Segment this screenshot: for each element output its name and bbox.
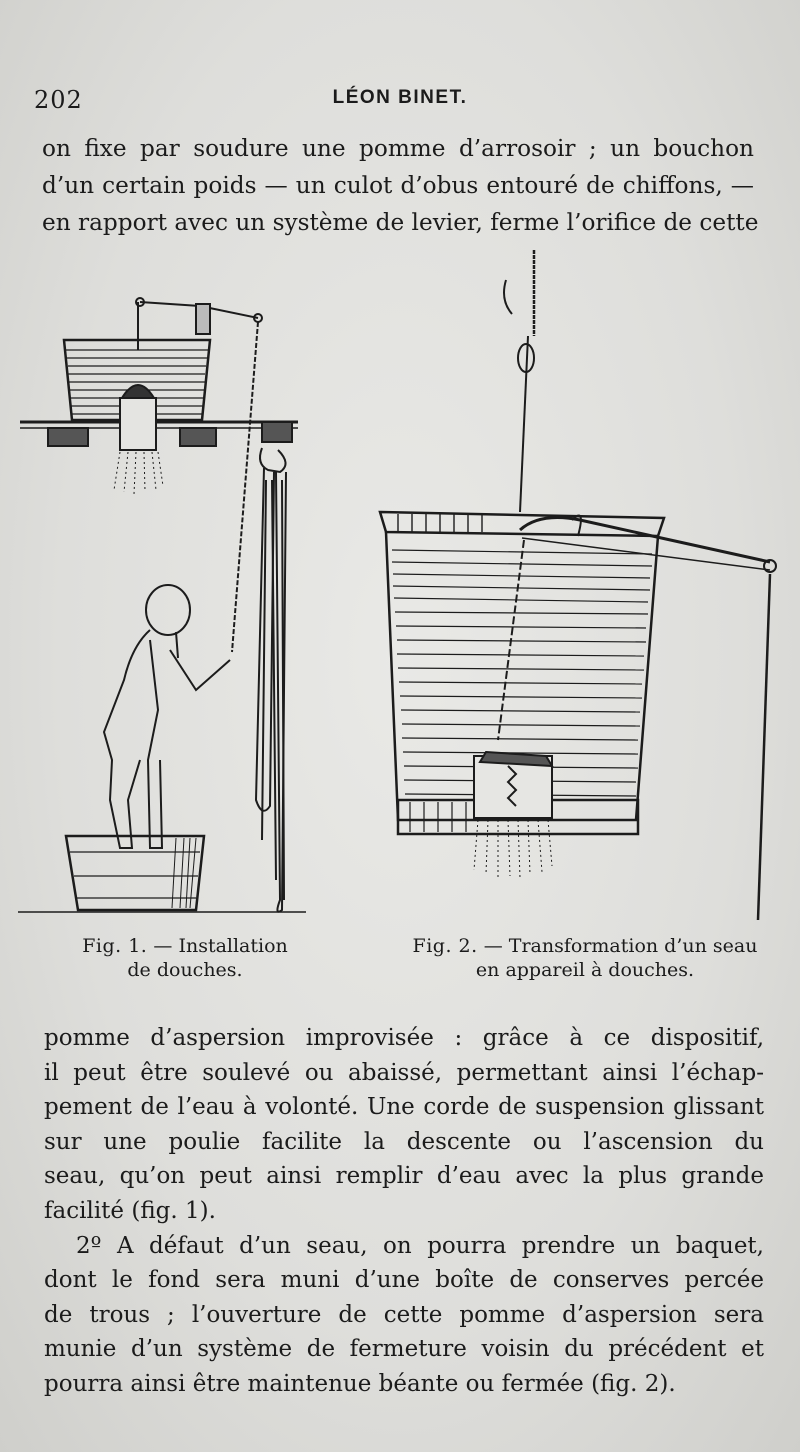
fig2-illustration bbox=[380, 250, 776, 920]
text-line: sur une poulie facilite la descente ou l’ascension du bbox=[44, 1128, 764, 1155]
text-line: on fixe par soudure une pomme d’arrosoir ; un bouchon bbox=[42, 135, 754, 162]
figure-2-caption-line2: en appareil à douches. bbox=[475, 959, 695, 981]
body-paragraphs bbox=[44, 1021, 764, 1402]
text-line: pomme d’aspersion improvisée : grâce à ce dispositif, bbox=[44, 1025, 764, 1051]
figure-1-caption-line2: de douches. bbox=[127, 959, 243, 981]
text-line: seau, qu’on peut ainsi remplir d’eau avec la plus grande bbox=[44, 1163, 764, 1190]
text-line: munie d’un système de fermeture voisin du précédent et bbox=[44, 1336, 764, 1363]
top-paragraph bbox=[42, 130, 759, 241]
figure-1-label: Fig. 1. bbox=[82, 935, 148, 957]
figure-2-caption-line1: — Transformation d’un seau bbox=[483, 935, 758, 957]
figure-illustrations bbox=[0, 240, 800, 930]
text-line: de trous ; l’ouverture de cette pomme d’aspersion sera bbox=[44, 1301, 764, 1328]
text-line: en rapport avec un système de levier, ferme l’orifice de cette bbox=[42, 209, 759, 236]
text-line: 2º A défaut d’un seau, on pourra prendre un baquet, bbox=[76, 1232, 764, 1259]
running-head: LÉON BINET. bbox=[332, 87, 468, 108]
text-line: dont le fond sera muni d’une boîte de conserves percée bbox=[44, 1267, 764, 1294]
figure-1-caption bbox=[40, 934, 330, 982]
figures-area bbox=[0, 240, 800, 930]
figure-2-caption bbox=[380, 934, 790, 982]
text-line: il peut être soulevé ou abaissé, permettant ainsi l’échap- bbox=[44, 1059, 764, 1086]
text-line: facilité (fig. 1). bbox=[44, 1197, 216, 1224]
page-number: 202 bbox=[34, 86, 83, 114]
text-line: pourra ainsi être maintenue béante ou fermée (fig. 2). bbox=[44, 1370, 676, 1397]
figure-1-caption-line1: — Installation bbox=[153, 935, 288, 957]
figure-2-label: Fig. 2. bbox=[412, 935, 478, 957]
fig1-illustration bbox=[18, 298, 306, 912]
text-line: d’un certain poids — un culot d’obus entouré de chiffons, — bbox=[42, 172, 754, 199]
text-line: pement de l’eau à volonté. Une corde de suspension glissant bbox=[44, 1094, 764, 1121]
